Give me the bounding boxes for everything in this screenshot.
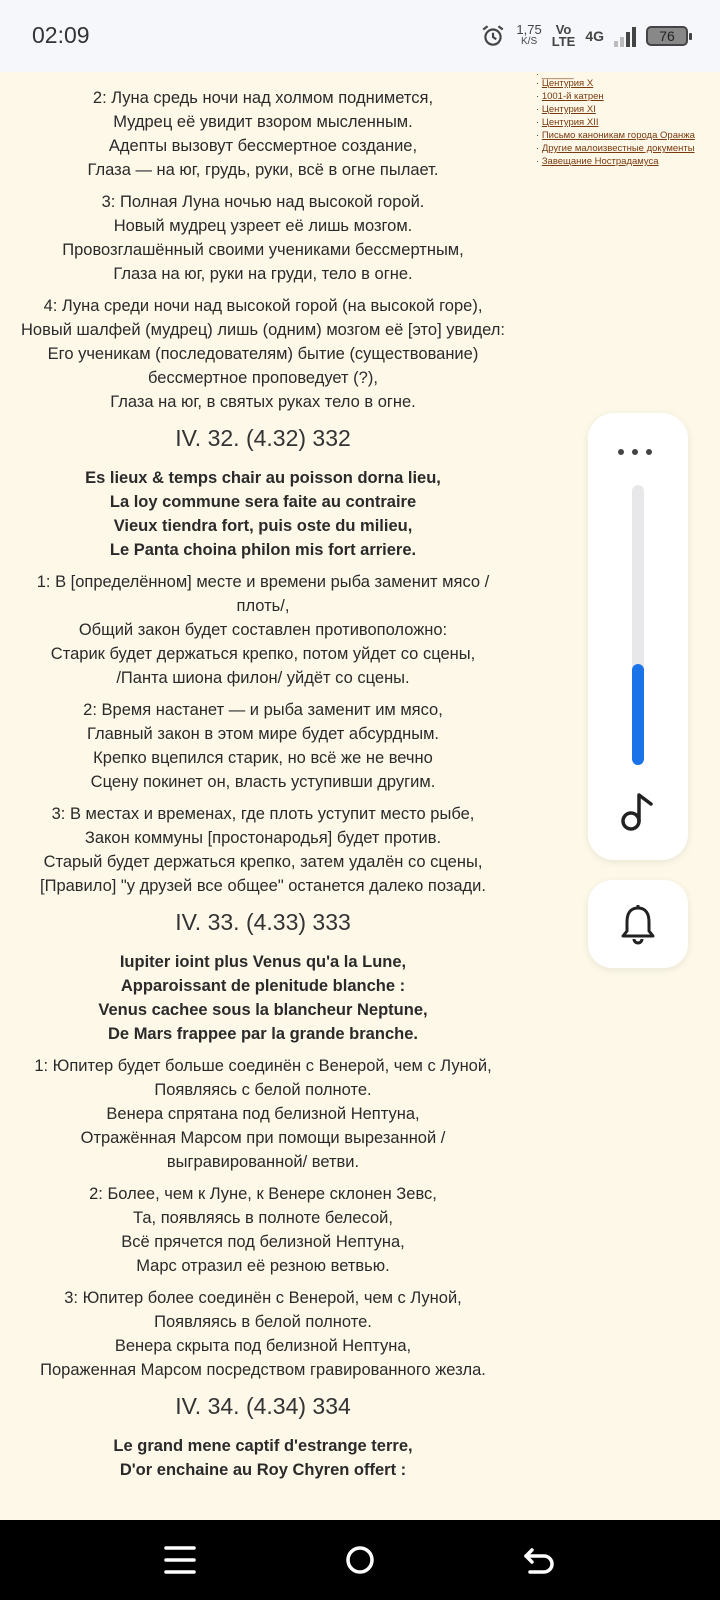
side-link-item[interactable]: · Центурия XII xyxy=(536,117,599,128)
verse-line: [Правило] "у друзей все общее" останется далеко позади. xyxy=(40,877,486,895)
volume-panel xyxy=(588,413,688,860)
bell-icon[interactable] xyxy=(618,902,658,946)
side-navigation xyxy=(536,69,695,168)
side-link[interactable]: Письмо каноникам города Оранжа xyxy=(541,130,695,141)
verse-line: Le Panta choina philon mis fort arriere. xyxy=(109,541,417,559)
network-speed xyxy=(516,24,541,48)
verse-line: Venus cachee sous la blancheur Neptune, xyxy=(98,1001,428,1019)
clock: 02:09 xyxy=(32,22,90,48)
volte-bottom: LTE xyxy=(551,34,576,49)
verse-line: 4: Луна среди ночи над высокой горой (на высокой горе), xyxy=(43,297,483,315)
navigation-bar xyxy=(0,1520,720,1600)
volte-indicator xyxy=(552,24,576,48)
battery-level: 76 xyxy=(659,28,675,44)
verse-line: Новый шалфей (мудрец) лишь (одним) мозгом её [это] увидел: xyxy=(21,321,505,339)
verse-line: 1: Юпитер будет больше соединён с Венерой, чем с Луной, xyxy=(34,1057,492,1075)
verse-line: Старик будет держаться крепко, потом уйдет со сцены, xyxy=(50,645,476,663)
translation-block xyxy=(16,698,510,794)
quatrain-heading: IV. 33. (4.33) 333 xyxy=(175,909,351,935)
verse-line: Пораженная Марсом посредством гравированного жезла. xyxy=(40,1361,486,1379)
side-link-item[interactable]: · 1001-й катрен xyxy=(536,91,604,102)
verse-line: Та, появляясь в полноте белесой, xyxy=(133,1209,393,1227)
speed-value: 1,75 xyxy=(516,22,542,37)
verse-line: Появляясь в белой полноте. xyxy=(154,1313,372,1331)
verse-line: Провозглашённый своими учениками бессмертным, xyxy=(62,241,464,259)
verse-line: Le grand mene captif d'estrange terre, xyxy=(113,1437,413,1455)
verse-line: Apparoissant de plenitude blanche : xyxy=(120,977,406,995)
verse-line: Старый будет держаться крепко, затем удалён со сцены, xyxy=(43,853,483,871)
side-link[interactable]: Завещание Нострадамуса xyxy=(541,156,659,167)
translation-block xyxy=(16,294,510,414)
original-text xyxy=(16,466,510,562)
ringer-panel xyxy=(588,880,688,968)
verse-line: Главный закон в этом мире будет абсурдным. xyxy=(86,725,440,743)
verse-line: 3: В местах и временах, где плоть уступит место рыбе, xyxy=(51,805,475,823)
verse-line: Глаза — на юг, грудь, руки, всё в огне пылает. xyxy=(87,161,439,179)
side-link[interactable]: Центурия X xyxy=(541,78,594,89)
network-type: 4G xyxy=(585,28,604,44)
side-link[interactable]: Центурия XII xyxy=(541,117,599,128)
side-link-item[interactable]: · Центурия XI xyxy=(536,104,596,115)
verse-line: Всё прячется под белизной Нептуна, xyxy=(121,1233,405,1251)
translation-block xyxy=(16,190,510,286)
side-link-item[interactable]: · Завещание Нострадамуса xyxy=(536,156,659,167)
verse-line: Глаза на юг, в святых руках тело в огне. xyxy=(110,393,416,411)
volume-slider-fill xyxy=(632,664,644,765)
verse-line: 3: Юпитер более соединён с Венерой, чем с Луной, xyxy=(64,1289,462,1307)
translation-block xyxy=(16,802,510,898)
verse-line: La loy commune sera faite au contraire xyxy=(109,493,417,511)
back-icon[interactable] xyxy=(520,1540,560,1580)
verse-line: Сцену покинет он, власть уступивши другим. xyxy=(90,773,436,791)
quatrain-heading: IV. 32. (4.32) 332 xyxy=(175,425,351,451)
translation-block xyxy=(16,570,510,690)
verse-line: Его ученикам (последователям) бытие (существование) бессмертное проповедует (?), xyxy=(47,345,479,387)
side-link-item[interactable]: · Письмо каноникам города Оранжа xyxy=(536,130,695,141)
verse-line: Глаза на юг, руки на груди, тело в огне. xyxy=(113,265,413,283)
verse-line: Марс отразил её резною ветвью. xyxy=(136,1257,390,1275)
verse-line: 3: Полная Луна ночью над высокой горой. xyxy=(101,193,425,211)
side-link-item: · ______ xyxy=(536,69,574,80)
original-text xyxy=(16,1434,510,1482)
verse-line: Мудрец её увидит взором мысленным. xyxy=(113,113,413,131)
verse-line: Адепты вызовут бессмертное создание, xyxy=(108,137,418,155)
status-icons xyxy=(480,20,688,52)
verse-line: Венера скрыта под белизной Нептуна, xyxy=(114,1337,412,1355)
side-link[interactable]: 1001-й катрен xyxy=(541,91,604,102)
side-link[interactable]: Другие малоизвестные документы xyxy=(541,143,695,154)
speed-unit: K/S xyxy=(521,36,538,47)
volte-top: Vo xyxy=(555,22,572,37)
music-note-icon[interactable] xyxy=(618,789,658,833)
verse-line: D'or enchaine au Roy Chyren offert : xyxy=(119,1461,407,1479)
more-horizontal-icon[interactable] xyxy=(618,449,652,455)
verse-line: Новый мудрец узреет её лишь мозгом. xyxy=(113,217,413,235)
side-link[interactable]: Центурия XI xyxy=(541,104,596,115)
verse-line: Vieux tiendra fort, puis oste du milieu, xyxy=(113,517,413,535)
verse-line: 2: Время настанет — и рыба заменит им мясо, xyxy=(83,701,443,719)
side-link-item[interactable]: · Центурия X xyxy=(536,78,594,89)
original-text xyxy=(16,950,510,1046)
translation-block xyxy=(16,1054,510,1174)
verse-line: /Панта шиона филон/ уйдёт со сцены. xyxy=(116,669,410,687)
verse-line: De Mars frappee par la grande branche. xyxy=(108,1025,418,1043)
verse-line: Закон коммуны [простонародья] будет против. xyxy=(84,829,442,847)
verse-line: Крепко вцепился старик, но всё же не вечно xyxy=(93,749,433,767)
verse-line: 1: В [определённом] месте и времени рыба заменит мясо /плоть/, xyxy=(36,573,490,615)
signal-icon xyxy=(614,25,636,47)
status-bar xyxy=(0,0,720,72)
verse-line: Венера спрятана под белизной Нептуна, xyxy=(106,1105,420,1123)
verse-line: Появляясь с белой полноте. xyxy=(154,1081,372,1099)
verse-line: 2: Луна средь ночи над холмом поднимется, xyxy=(92,89,434,107)
verse-line: 2: Более, чем к Луне, к Венере склонен Зевс, xyxy=(89,1185,437,1203)
quatrain-heading: IV. 34. (4.34) 334 xyxy=(175,1393,351,1419)
verse-line: Общий закон будет составлен противоположно: xyxy=(78,621,448,639)
home-icon[interactable] xyxy=(340,1540,380,1580)
translation-block xyxy=(16,1182,510,1278)
battery-icon xyxy=(646,26,688,46)
volume-slider[interactable] xyxy=(632,485,644,765)
menu-icon[interactable] xyxy=(160,1540,200,1580)
verse-line: Отражённая Марсом при помощи вырезанной /выгравированной/ ветви. xyxy=(80,1129,446,1171)
verse-line: Es lieux & temps chair au poisson dorna lieu, xyxy=(85,469,441,487)
alarm-icon xyxy=(480,23,506,49)
article xyxy=(16,86,510,1490)
verse-line: Iupiter ioint plus Venus qu'a la Lune, xyxy=(119,953,407,971)
translation-block xyxy=(16,1286,510,1382)
side-link-item[interactable]: · Другие малоизвестные документы xyxy=(536,143,695,154)
translation-block xyxy=(16,86,510,182)
